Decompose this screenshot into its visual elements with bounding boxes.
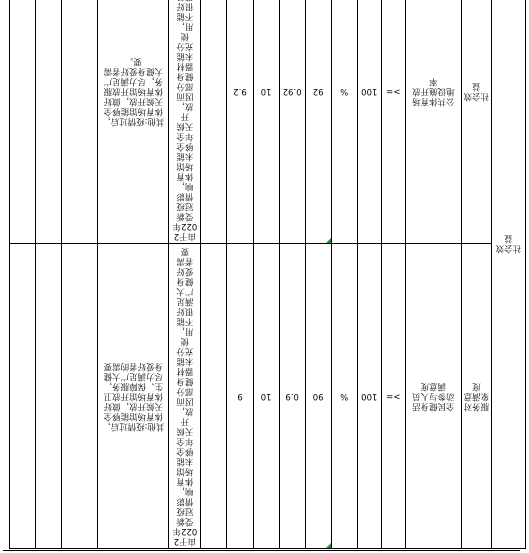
cell-score: 9.2: [227, 0, 253, 244]
cell-full-score: 10: [253, 0, 279, 244]
cell-target: 100: [357, 0, 381, 244]
indicator-facility-open-rate: 公共体育场地设施开放率: [405, 0, 461, 244]
cell-empty: [62, 244, 98, 549]
cell-ratio: 0.92: [279, 0, 305, 244]
cell-operator: >=: [381, 244, 405, 549]
level2-social-benefit: 社会效益: [461, 0, 491, 244]
cell-empty: [62, 0, 98, 244]
cell-actual: 92: [305, 0, 331, 244]
cell-operator: >=: [381, 0, 405, 244]
cell-deviation-reason: 由于2022年受新冠疫情影响，体育场馆未能够全年全天候开放，因而部分健身器材未能充分使用，不能很好: [169, 0, 201, 244]
cell-target: 100: [357, 244, 381, 549]
cell-empty: [36, 244, 62, 549]
cell-score: 9: [227, 244, 253, 549]
cell-improvement-measure: 其他:疫情过后，体育场馆能够全天候开放，做好体育场馆开放卫生、保障服务，尽力满足广大健身爱好者的需要: [98, 244, 169, 549]
cell-unit: %: [331, 0, 357, 244]
cell-empty: [10, 244, 36, 549]
cell-full-score: 10: [253, 244, 279, 549]
table-row-facility-open-rate: [10, 0, 526, 244]
performance-evaluation-table: [9, 0, 526, 549]
cell-empty: [36, 0, 62, 244]
page-bottom-rule: [3, 550, 520, 551]
cell-ratio: 0.9: [279, 244, 305, 549]
cell-empty: [10, 0, 36, 244]
cell-improvement-measure: 其他:疫情过后，体育场馆能够全天候开放，做好体育场馆开放服务，尽力满足广大健身爱好者需要。: [98, 0, 169, 244]
level1-social-benefit: 社会效益: [491, 0, 525, 549]
cell-unit: %: [331, 244, 357, 549]
cell-deviation-reason: 由于2022年受新冠疫情影响，体育场馆未能够全年全天候开放，因而部分健身器材未能充分使用，不能很好满足广大健身爱好者需要: [169, 244, 201, 549]
cell-empty: [201, 244, 227, 549]
level2-service-satisfaction: 服务对象满意度: [461, 244, 491, 549]
cell-empty: [201, 0, 227, 244]
cell-actual: 90: [305, 244, 331, 549]
table-row-service-satisfaction: [10, 244, 526, 549]
indicator-participant-satisfaction: 全民健身活动参与人员满意度: [405, 244, 461, 549]
